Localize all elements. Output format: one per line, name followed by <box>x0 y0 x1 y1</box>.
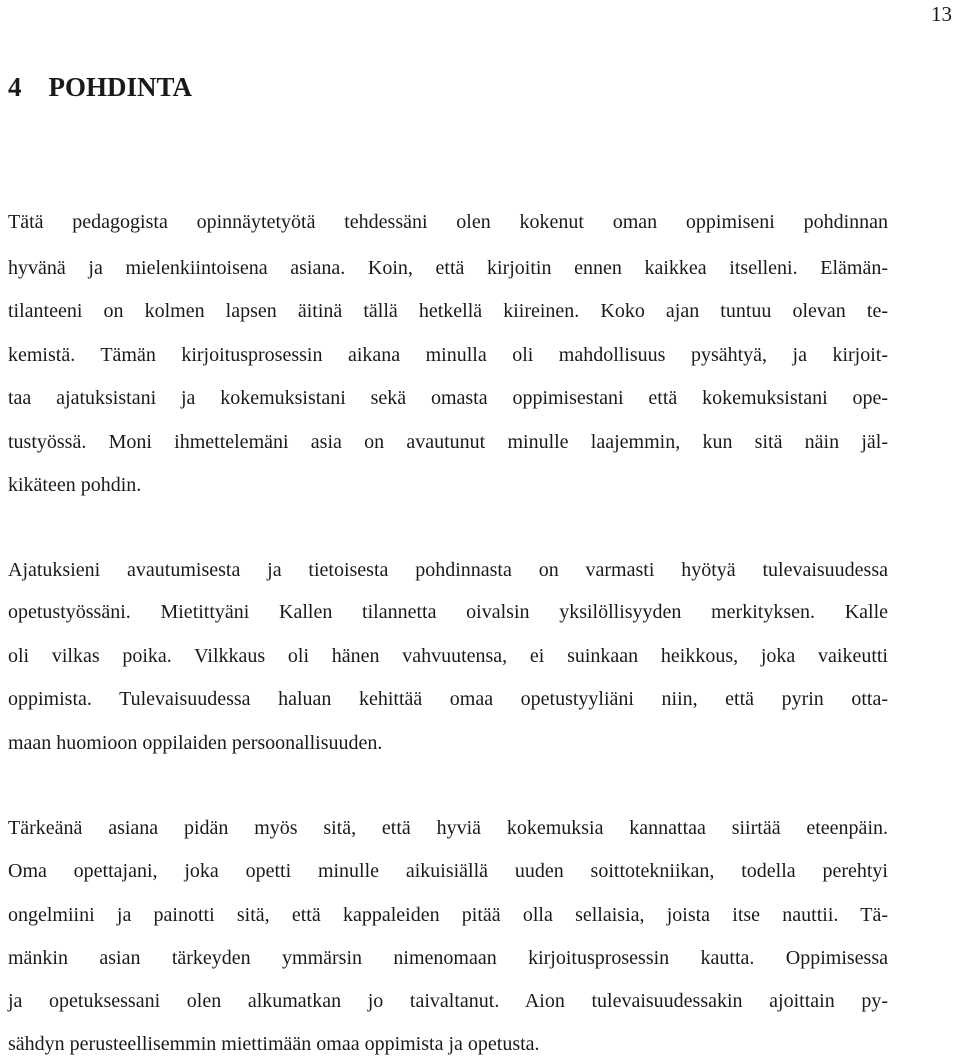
text-line: ja opetuksessani olen alkumatkan jo taivaltanut. Aion tulevaisuudessakin ajoittain py- <box>8 990 888 1012</box>
text-line: sähdyn perusteellisemmin miettimään omaa oppimista ja opetusta. <box>8 1033 540 1055</box>
text-line: Oma opettajani, joka opetti minulle aikuisiällä uuden soittotekniikan, todella perehtyi <box>8 860 888 882</box>
text-line: maan huomioon oppilaiden persoonallisuuden. <box>8 732 383 754</box>
text-line: Tätä pedagogista opinnäytetyötä tehdessäni olen kokenut oman oppimiseni pohdinnan <box>8 211 888 233</box>
text-line: oppimista. Tulevaisuudessa haluan kehittää omaa opetustyyliäni niin, että pyrin otta- <box>8 688 888 710</box>
text-line: taa ajatuksistani ja kokemuksistani sekä omasta oppimisestani että kokemuksistani ope- <box>8 387 888 409</box>
text-line: tilanteeni on kolmen lapsen äitinä tällä hetkellä kiireinen. Koko ajan tuntuu olevan te- <box>8 300 888 322</box>
text-line: Ajatuksieni avautumisesta ja tietoisesta pohdinnasta on varmasti hyötyä tulevaisuudessa <box>8 559 888 581</box>
text-line: Tärkeänä asiana pidän myös sitä, että hyviä kokemuksia kannattaa siirtää eteenpäin. <box>8 817 888 839</box>
page-number: 13 <box>931 2 952 26</box>
text-line: oli vilkas poika. Vilkkaus oli hänen vahvuutensa, ei suinkaan heikkous, joka vaikeutti <box>8 645 888 667</box>
text-line: mänkin asian tärkeyden ymmärsin nimenomaan kirjoitusprosessin kautta. Oppimisessa <box>8 947 888 969</box>
text-line: ongelmiini ja painotti sitä, että kappaleiden pitää olla sellaisia, joista itse nauttii. Tä- <box>8 904 888 926</box>
page-title: 4 POHDINTA <box>8 72 193 102</box>
text-line: kikäteen pohdin. <box>8 474 142 496</box>
text-line: hyvänä ja mielenkiintoisena asiana. Koin, että kirjoitin ennen kaikkea itselleni. Elämän- <box>8 257 888 279</box>
text-line: tustyössä. Moni ihmettelemäni asia on avautunut minulle laajemmin, kun sitä näin jäl- <box>8 431 888 453</box>
text-line: kemistä. Tämän kirjoitusprosessin aikana minulla oli mahdollisuus pysähtyä, ja kirjoit- <box>8 344 888 366</box>
text-line: opetustyössäni. Mietittyäni Kallen tilannetta oivalsin yksilöllisyyden merkityksen. Kalle <box>8 601 888 623</box>
